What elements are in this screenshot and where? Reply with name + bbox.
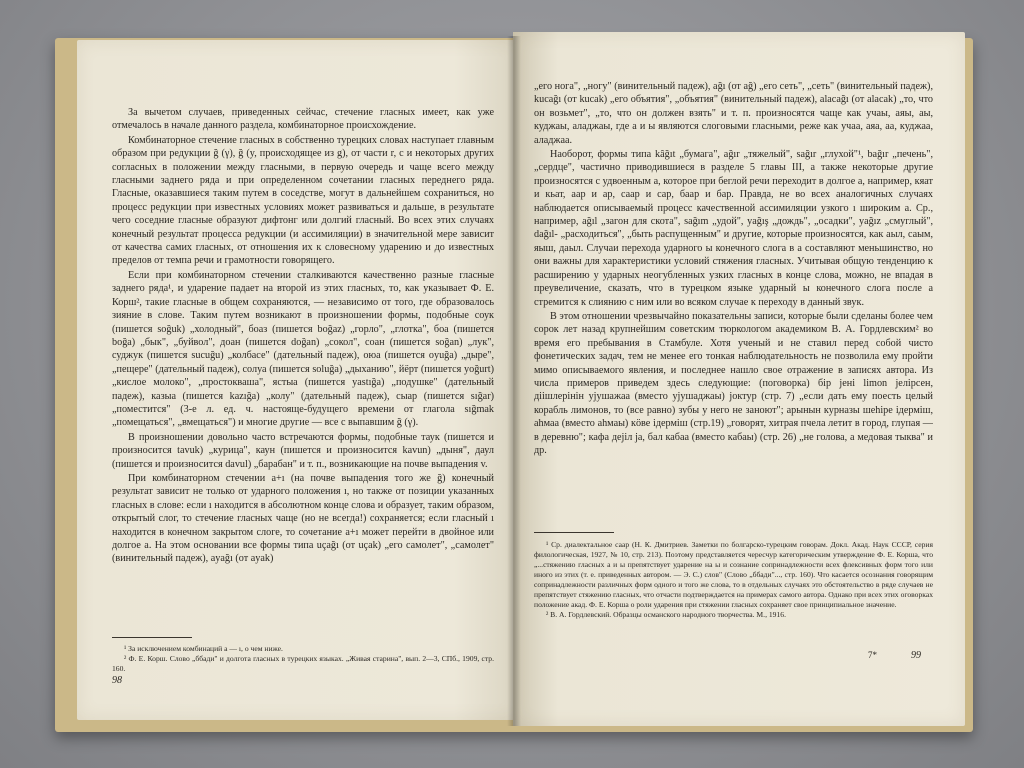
paragraph: В этом отношении чрезвычайно показательны записи, которые были сделаны более чем сорок лет назад крупнейшим советским тюркологом академиком В. А. Гордлевским² во время его пребывания в Стамбуле. Хотя ученый и не ставил перед собой чисто фонетических задач, тем не менее его тонкая наблюдательность не позволила ему пройти мимо описываемого явления, и последнее нашло свое отражение в записях автора. Из числа примеров приведем здесь следующие: (поговорка) бір јені limon јелірсен, діішлерінін ујушажаа (вместо ујушаджаы) јоктур (стр. 7) „если дать ему поесть целый корабль лимонов, то (все равно) зубы у него не заноют"; арынын курназы шеhіре ідерміш, аhмаа (вместо аhмаы) кöве ідерміш (стр.19) „говорят, хитрая пчела летит в город, глупая — в деревню"; кафа дејіл ја, бал кабаа (вместо кабаы) (стр. 26) „не голова, а медовая тыква" и др. (534, 310, 933, 456)
book-gutter (507, 36, 521, 726)
right-page-body (534, 80, 933, 458)
left-footnotes (112, 644, 494, 674)
footnote: ¹ Ср. диалектальное саар (Н. К. Дмитриев. Заметки по болгарско-турецким говорам. Докл. Акад. Наук СССР, серия филологическая, 1927, № 10, стр. 213). Поэтому представляется чересчур категорическим утверждение Ф. Е. Корша, что „...стяжению гласных а и ы препятствует ударение на ы и сознание сопринадлежности всех флексивных форм того или иного из этих (т. е. приведенных автором. — Э. С.) слов" (Слово „ббади"..., стр. 160). Что касается осознания говорящим сопринадлежности различных форм одного и того же слова, то в отдельных случаях это обстоятельство в ряде случаев не препятствует стяжению гласных, что отчасти подтверждается на примерах самого автора. Однако при всех этих оговорках положение акад. Ф. Е. Корша о роли ударения при стяжении гласных сохраняет свое принципиальное значение. (534, 540, 933, 609)
signature-mark: 7* (868, 650, 877, 660)
left-page (77, 40, 521, 720)
footnote: ¹ За исключением комбинаций а — ı, о чем ниже. (124, 644, 283, 653)
paragraph: В произношении довольно часто встречаются формы, подобные таук (пишется и произносится tavuk) „курица", каун (пишется и произносится kavun) „дыня", даул (пишется и произносится davul) „барабан" и т. п., возникающие на почве выпадения v. (112, 431, 494, 470)
paragraph: Если при комбинаторном стечении сталкиваются качественно разные гласные заднего ряда¹, и ударение падает на второй из этих гласных, то, как указывает Ф. Е. Корш², такие гласные в общем сохраняются, — независимо от того, где образовалось зияние в слове. Таким путем возникают в произношении формы, подобные соук (пишется soğuk) „холодный", боаз (пишется boğaz) „горло", „глотка", боа (пишется boğa) „бык", „буйвол", доан (пишется doğan) „сокол", соан (пишется soğan) „лук", суджук (пишется sucuğu) „колбасе" (дательный падеж), оюа (пишется oyuğa) „дыре", „пещере" (дательный падеж), солуа (пишется soluğa) „дыханию", йёрт (пишется yoğurt) „кислое молоко", „простокваша", ястыа (пишется yastığa) „подушке" (дательный падеж), казыа (пишется kazığa) „колу" (дательный падеж), сыар (пишется sığar) „поместится" (3-е л. ед. ч. настояще-будущего времени от глагола sığmak „помещаться", „вмещаться") и многие другие — все с выпавшим ğ (γ). (112, 269, 494, 429)
paragraph: Комбинаторное стечение гласных в собственно турецких словах наступает главным образом при редукции ğ (γ), ğ (y, происходящее из g), от части r, с и некоторых других согласных в положении между гласными, в первую очередь и чаще всего между гласными заднего ряда и при определенном сочетании гласных переднего ряда. Гласные, оказавшиеся таким путем в соседстве, могут в дальнейшем сохраниться, но процесс редукции при известных условиях может развиваться и дальше, в результате чего соседние гласные образуют дифтонг или долгий гласный. Во всех этих случаях конечный результат процесса редукции (и ассимиляции) в значительной мере зависит от качества самих гласных, от отношения их к словесному ударению и до известных пределов от темпа речи и грамотности говорящего. (112, 134, 494, 267)
left-page-body (112, 106, 494, 567)
right-page (513, 32, 965, 726)
right-footnotes (534, 540, 933, 620)
footnote: ² В. А. Гордлевский. Образцы османского народного творчества. М., 1916. (546, 610, 786, 619)
page-number: 99 (911, 650, 921, 661)
page-number: 98 (112, 675, 122, 686)
paragraph: За вычетом случаев, приведенных сейчас, стечение гласных имеет, как уже отмечалось в начале данного раздела, комбинаторное происхождение. (112, 107, 494, 132)
footnote-rule (534, 532, 614, 533)
paragraph: При комбинаторном стечении а+ı (на почве выпадения того же ğ) конечный результат зависит не только от ударного положения ı, но также от позиции указанных гласных в слове: если ı находится в абсолютном конце слова и образует, таким образом, открытый слог, то стечение гласных чаще (но не всегда!) сохраняется; если гласный ı находится в конечном закрытом слоге, то сочетание а+ı может перейти в двойное или долгое а. На этом основании все формы типа uçağı (от uçak) „его самолет", „самолет" (винительный падеж), ayağı (от ayak) (112, 472, 494, 565)
paragraph: „его нога", „ногу" (винительный падеж), ağı (от ağ) „его сеть", „сеть" (винительный падеж), kucağı (от kucak) „его объятия", „объятия" (винительный падеж), alacağı (от alacak) „то, что он возьмет", „то, что он должен взять" и т. п. произносятся чаще как учаы, аяы, аы, куджаы, аладжаы, где а и ы являются слоговыми гласными, реже как учаа, аяа, аа, куджаа, аладжаа. (534, 81, 933, 146)
footnote-rule (112, 637, 192, 638)
footnote: ² Ф. Е. Корш. Слово „ббади" и долгота гласных в турецких языках. „Живая старина", вып. 2—3, СПб., 1909, стр. 160. (112, 654, 494, 673)
open-book (55, 30, 973, 732)
paragraph: Наоборот, формы типа kâğıt „бумага", ağır „тяжелый", sağır „глухой"¹, bağır „печень", „сердце", частично приводившиеся в разделе 5 главы III, а также некоторые другие произносятся с удвоенным а, которое при беглой речи переходит в долгое а, например, кяат и кьат, аар и ар, саар и сар, баар и бар. Правда, не во всех аналогичных случаях наблюдается описываемый процесс качественной ассимиляции узкого ı широким а. Ср., например, ağıl „загон для скота", sağım „удой", yağış „дождь", „осадки", yağız „смуглый", dağıl- „расходиться", „быть распущенным" и другие, которые произносятся, как аыл, саым, яыш, даыл. Случаи перехода ударного ы конечного слога в а составляют меньшинство, но они важны для характеристики условий стяжения гласных. Учитывая общую тенденцию к расширению у ударных неогубленных узких гласных в конце слова, можно, не впадая в преувеличение, сказать, что в турецком языке ударный ы конечного слога после а стремится к слиянию с ним или во всяком случае к переходу в данный звук. (534, 149, 933, 308)
